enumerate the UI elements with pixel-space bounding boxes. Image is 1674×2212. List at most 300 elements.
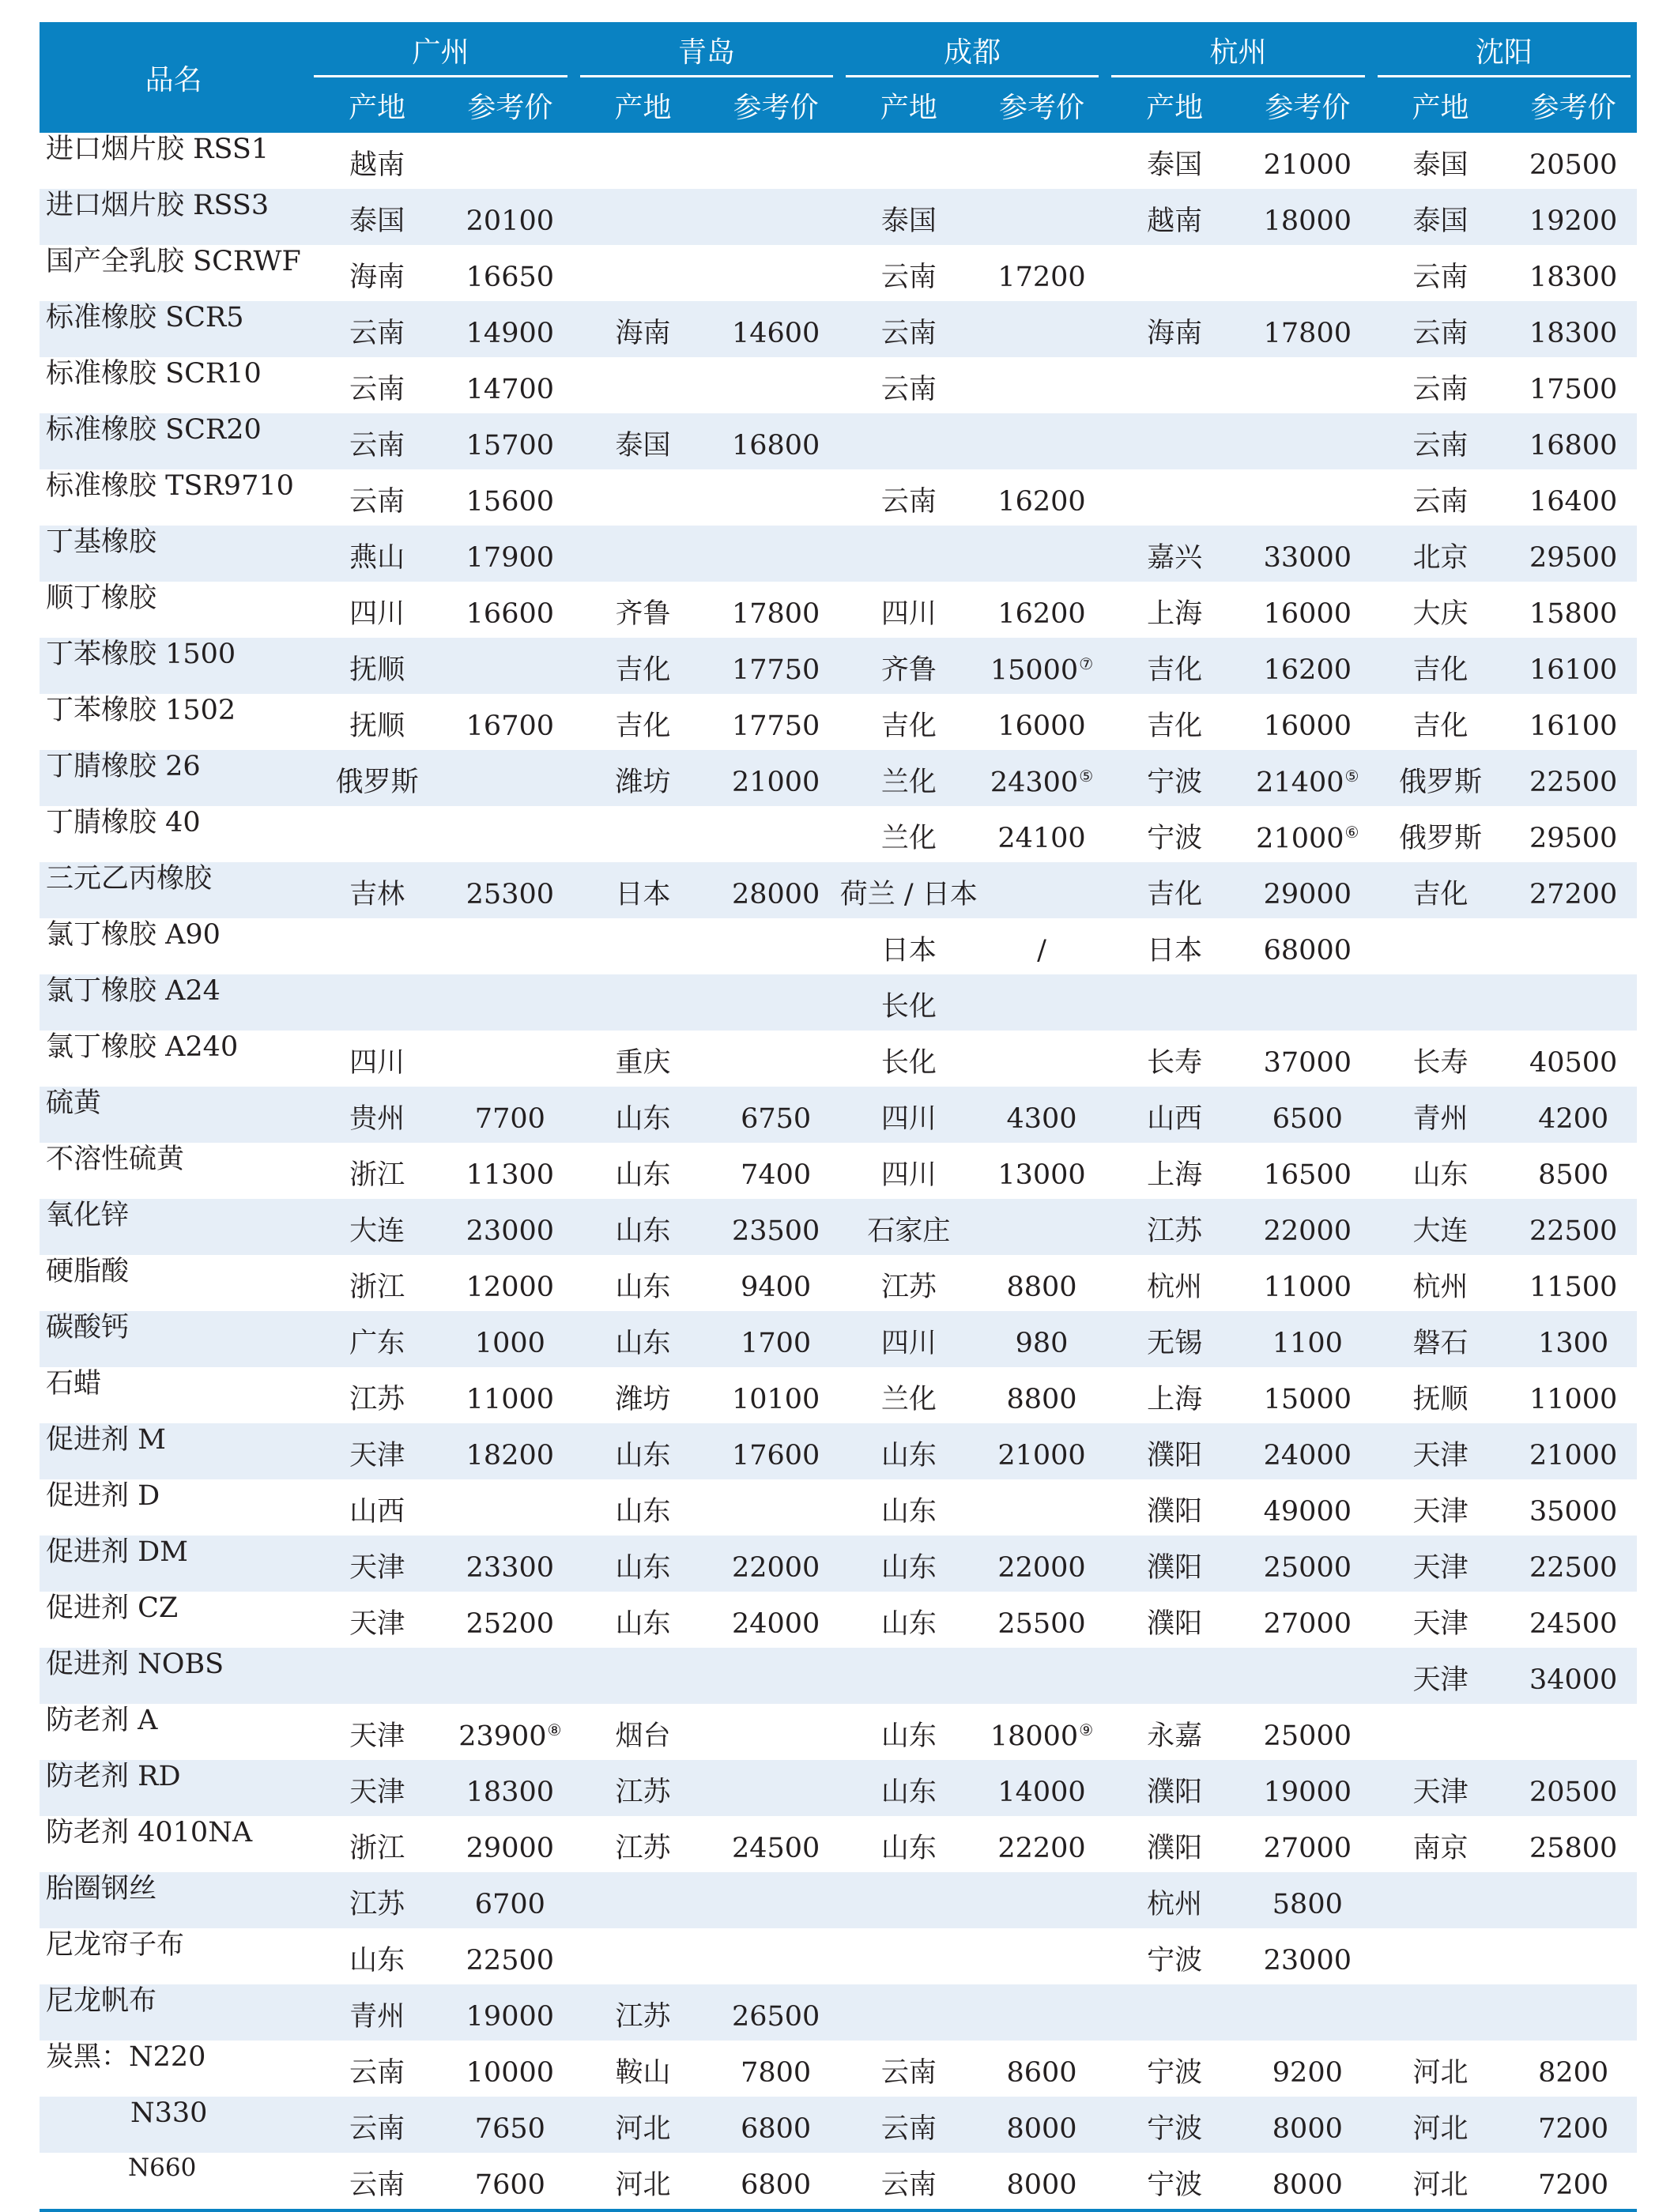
table-row [40,862,1637,918]
product-name: N330 [40,2097,307,2153]
origin-cell: 齐鲁 [615,598,671,630]
origin-cell: 河北 [1412,2057,1469,2089]
price-value: 16800 [731,430,820,462]
origin-cell: 吉化 [1371,638,1510,694]
price-cell [447,750,574,806]
product-name: 丁腈橡胶 40 [46,807,201,838]
price-cell [1510,918,1637,974]
origin-cell: 日本 [574,862,713,918]
origin-cell: 天津 [1371,1760,1510,1816]
origin-cell: 大庆 [1412,598,1469,630]
price-value: 17200 [997,262,1086,293]
price-cell [978,1143,1106,1199]
origin-cell: 山东 [615,1608,671,1640]
price-cell [712,1648,839,1704]
price-cell [712,1479,839,1536]
table-row [40,1592,1637,1648]
origin-cell: 山东 [615,1159,671,1191]
origin-cell: 云南 [349,486,405,518]
table-row [40,245,1637,301]
price-cell [1244,2097,1371,2153]
price-cell [1510,1255,1637,1311]
price-cell [447,974,574,1031]
price-value: 1700 [741,1328,812,1359]
origin-cell: 江苏 [574,1760,713,1816]
origin-cell: 吉化 [1105,862,1244,918]
origin-cell [307,918,447,974]
origin-cell: 天津 [349,1720,405,1752]
price-value: / [1037,935,1046,967]
price-cell [712,1087,839,1143]
price-value: 1100 [1272,1328,1343,1359]
origin-cell [574,357,713,413]
price-value: 29500 [1529,823,1618,854]
origin-cell: 上海 [1147,1159,1203,1191]
price-value: 16600 [466,598,554,630]
price-value: 21000 [1263,149,1352,181]
origin-cell: 云南 [1412,486,1469,518]
table-row [40,1760,1637,1816]
origin-cell: 河北 [1371,2097,1510,2153]
table-row [40,974,1637,1031]
price-cell [712,1816,839,1872]
price-value: 24100 [997,823,1086,854]
price-cell [447,638,574,694]
price-value: 29000 [466,1833,554,1864]
price-cell [712,1367,839,1423]
origin-cell: 兰化 [880,1384,937,1415]
col-header-price: 参考价 [712,77,839,133]
origin-cell: 云南 [349,2169,405,2201]
price-value: 16800 [1529,430,1618,462]
origin-cell: 山东 [574,1536,713,1592]
price-cell [1244,301,1371,357]
price-value: 28000 [731,879,820,910]
product-name: 尼龙帘子布 [46,1929,185,1961]
price-cell [1510,469,1637,526]
price-cell [1244,469,1371,526]
price-value: 25800 [1529,1833,1618,1864]
price-value: 15000 [990,654,1079,687]
price-cell [447,806,574,862]
price-value: 19000 [1263,1777,1352,1808]
origin-cell: 宁波 [1147,2169,1203,2201]
price-cell [447,301,574,357]
price-cell [1244,918,1371,974]
origin-cell [1105,245,1244,301]
price-cell [712,133,839,189]
origin-cell: 天津 [1371,1536,1510,1592]
price-value: 6500 [1272,1103,1343,1135]
price-cell [978,245,1106,301]
price-value: 16700 [466,710,554,742]
origin-cell: 山东 [880,1496,937,1528]
product-name: 丁苯橡胶 1500 [40,638,307,694]
table-row [40,1367,1637,1423]
origin-cell: 四川 [880,1159,937,1191]
price-cell [978,1031,1106,1087]
origin-cell: 濮阳 [1147,1833,1203,1864]
origin-cell: 山东 [615,1496,671,1528]
price-cell [712,301,839,357]
table-row [40,1143,1637,1199]
price-cell [1244,1592,1371,1648]
table-row [40,413,1637,469]
table-row [40,357,1637,413]
product-name: 氯丁橡胶 A24 [40,974,307,1031]
origin-cell [839,1648,978,1704]
price-value: 23000 [1263,1945,1352,1976]
price-cell [1510,1199,1637,1255]
origin-cell: 潍坊 [574,750,713,806]
table-row [40,806,1637,862]
table-row [40,1311,1637,1367]
price-value: 18000 [990,1720,1079,1753]
price-cell [1244,1311,1371,1367]
origin-cell: 浙江 [349,1159,405,1191]
origin-cell: 荷兰 / 日本 [839,862,978,918]
price-cell [1510,1423,1637,1479]
product-name: 防老剂 4010NA [46,1817,253,1848]
origin-cell: 天津 [307,1536,447,1592]
origin-cell [1371,974,1510,1031]
price-cell [447,1536,574,1592]
price-value: 27000 [1263,1833,1352,1864]
price-cell [978,1872,1106,1928]
origin-cell [574,1872,713,1928]
price-cell [1244,694,1371,750]
col-header-city-qingdao: 青岛 [574,22,839,77]
origin-cell [1105,413,1244,469]
price-cell [447,133,574,189]
price-cell [1244,1648,1371,1704]
origin-cell: 宁波 [1147,823,1203,854]
price-value: 18000 [1263,205,1352,237]
origin-cell: 杭州 [1147,1272,1203,1303]
table-row [40,1704,1637,1760]
origin-cell [574,469,713,526]
price-value: 14900 [466,318,554,349]
price-cell [1510,974,1637,1031]
origin-cell: 天津 [1412,1496,1469,1528]
table-row [40,526,1637,582]
table-row [40,582,1637,638]
price-cell [978,1760,1106,1816]
col-header-price: 参考价 [978,77,1106,133]
origin-cell [839,1984,978,2041]
origin-cell [574,245,713,301]
origin-cell: 燕山 [307,526,447,582]
origin-cell: 云南 [1412,262,1469,293]
origin-cell: 宁波 [1105,2097,1244,2153]
price-value: 21400 [1256,767,1344,799]
price-cell [1510,133,1637,189]
price-cell [1244,1872,1371,1928]
price-value: 7200 [1538,2169,1609,2201]
price-value: 27000 [1263,1608,1352,1640]
price-cell [1244,638,1371,694]
origin-cell: 四川 [839,1311,978,1367]
price-value: 9400 [741,1272,812,1303]
price-cell [1244,1255,1371,1311]
origin-cell: 吉化 [1105,638,1244,694]
price-value: 25300 [466,879,554,910]
price-value: 16000 [1263,710,1352,742]
price-value: 8500 [1538,1159,1609,1191]
price-value: 8000 [1272,2169,1343,2201]
product-name: 标准橡胶 SCR10 [46,358,262,390]
product-name: 促进剂 NOBS [40,1648,307,1704]
price-value: 22500 [1529,1552,1618,1584]
origin-cell: 贵州 [307,1087,447,1143]
origin-cell: 四川 [880,598,937,630]
price-cell [1244,1760,1371,1816]
price-value: 15800 [1529,598,1618,630]
table-row [40,1255,1637,1311]
table-row [40,1536,1637,1592]
price-cell [1244,582,1371,638]
price-value: 11500 [1529,1272,1618,1303]
product-name: 炭黑：N220 [46,2041,206,2073]
origin-cell: 浙江 [349,1833,405,1864]
price-value: 16100 [1529,654,1618,686]
price-cell [1244,2153,1371,2209]
origin-cell: 泰国 [307,189,447,245]
price-value: 21000 [1256,823,1344,855]
price-value: 20500 [1529,1777,1618,1808]
price-value: 15600 [466,486,554,518]
origin-cell: 宁波 [1147,1945,1203,1976]
origin-cell: 江苏 [574,1984,713,2041]
col-header-price: 参考价 [447,77,574,133]
table-row [40,918,1637,974]
price-cell [712,862,839,918]
origin-cell: 大连 [1371,1199,1510,1255]
price-value: 22000 [1263,1215,1352,1247]
origin-cell: 濮阳 [1147,1496,1203,1528]
origin-cell: 江苏 [349,1384,405,1415]
price-cell [1244,1984,1371,2041]
origin-cell: 天津 [307,1760,447,1816]
price-value: 24500 [731,1833,820,1864]
price-cell [978,2097,1106,2153]
origin-cell: 四川 [839,1087,978,1143]
origin-cell: 云南 [839,301,978,357]
price-cell [447,1816,574,1872]
origin-cell: 云南 [1371,413,1510,469]
origin-cell: 云南 [307,301,447,357]
origin-cell: 日本 [880,935,937,967]
price-cell [978,1199,1106,1255]
product-name: N660 [128,2154,197,2182]
origin-cell: 兰化 [839,750,978,806]
price-cell [447,2153,574,2209]
origin-cell [307,806,447,862]
price-value: 14600 [731,318,820,349]
price-value: 16400 [1529,486,1618,518]
price-cell [1244,862,1371,918]
price-cell [712,750,839,806]
price-value: 7700 [474,1103,545,1135]
origin-cell: 宁波 [1147,2057,1203,2089]
price-cell [712,1592,839,1648]
origin-cell: 潍坊 [615,1384,671,1415]
price-cell [1244,1031,1371,1087]
product-name: 不溶性硫黄 [46,1144,185,1175]
price-value: 33000 [1263,542,1352,574]
price-value: 1300 [1538,1328,1609,1359]
table-row [40,1816,1637,1872]
price-value: 17600 [731,1440,820,1472]
price-cell [447,1704,574,1760]
price-value: 11000 [1529,1384,1618,1415]
price-value: 7600 [474,2169,545,2201]
origin-cell: 山东 [615,1272,671,1303]
price-cell [447,413,574,469]
origin-cell: 泰国 [574,413,713,469]
origin-cell: 吉化 [1371,862,1510,918]
price-value: 11300 [466,1159,554,1191]
table-row [40,1872,1637,1928]
price-value: 19200 [1529,205,1618,237]
price-value: 21000 [997,1440,1086,1472]
price-cell [1510,806,1637,862]
table-row [40,1648,1637,1704]
col-header-origin: 产地 [839,77,978,133]
price-cell [1510,1311,1637,1367]
origin-cell: 吉化 [1147,710,1203,742]
origin-cell: 山东 [574,1087,713,1143]
price-cell [712,1031,839,1087]
origin-cell: 浙江 [349,1272,405,1303]
price-cell [447,582,574,638]
price-cell [447,1592,574,1648]
price-value: 22200 [997,1833,1086,1864]
price-cell [712,2097,839,2153]
origin-cell: 濮阳 [1105,1423,1244,1479]
price-cell [1510,862,1637,918]
price-value: 11000 [1263,1272,1352,1303]
origin-cell: 山东 [839,1423,978,1479]
price-value: 22500 [1529,1215,1618,1247]
col-header-name: 品名 [40,22,307,133]
origin-cell: 山东 [880,1720,937,1752]
origin-cell: 长化 [880,1047,937,1079]
product-name: 促进剂 D [46,1480,160,1512]
origin-cell: 山东 [574,1423,713,1479]
price-cell [447,918,574,974]
origin-cell: 云南 [1371,301,1510,357]
col-header-price: 参考价 [1510,77,1637,133]
price-cell [1510,1872,1637,1928]
price-cell [447,1760,574,1816]
price-cell [712,1984,839,2041]
origin-cell: 长寿 [1412,1047,1469,1079]
price-cell [1510,245,1637,301]
price-cell [447,1928,574,1984]
product-name: 硬脂酸 [46,1256,130,1287]
origin-cell: 抚顺 [349,710,405,742]
origin-cell: 山东 [839,1760,978,1816]
origin-cell: 山西 [349,1496,405,1528]
origin-cell: 山西 [1105,1087,1244,1143]
origin-cell: 四川 [349,598,405,630]
origin-cell: 泰国 [1371,189,1510,245]
price-cell [1510,1592,1637,1648]
price-value: 24000 [1263,1440,1352,1472]
price-cell [1510,357,1637,413]
origin-cell [574,189,713,245]
price-cell [978,469,1106,526]
price-cell [1510,582,1637,638]
price-cell [1510,1648,1637,1704]
price-cell [712,1423,839,1479]
product-name: 石蜡 [46,1368,102,1400]
price-cell [978,1367,1106,1423]
origin-cell [1371,1984,1510,2041]
header-row-cities [40,22,1637,77]
origin-cell: 山东 [839,1536,978,1592]
origin-cell: 河北 [1412,2169,1469,2201]
origin-cell: 抚顺 [1412,1384,1469,1415]
origin-cell [574,133,713,189]
origin-cell: 天津 [1371,1648,1510,1704]
origin-cell [574,974,713,1031]
price-cell [712,2153,839,2209]
origin-cell [307,1648,447,1704]
col-header-origin: 产地 [1371,77,1510,133]
price-value: 1000 [474,1328,545,1359]
price-value: 16200 [997,486,1086,518]
price-cell [1510,1928,1637,1984]
price-cell [978,1255,1106,1311]
price-value: 6800 [741,2169,812,2201]
footnote-marker: ⑥ [1344,823,1359,842]
origin-cell: 天津 [1412,1608,1469,1640]
price-value: 16000 [1263,598,1352,630]
price-cell [1244,133,1371,189]
table-row [40,301,1637,357]
price-cell [447,2097,574,2153]
table-row [40,133,1637,189]
price-value: 12000 [466,1272,554,1303]
product-name: 氯丁橡胶 A240 [46,1031,239,1063]
price-cell [447,357,574,413]
footnote-marker: ⑤ [1344,767,1359,786]
price-cell [978,189,1106,245]
table-row [40,1199,1637,1255]
price-cell [447,1143,574,1199]
origin-cell: 濮阳 [1105,1536,1244,1592]
table-row [40,469,1637,526]
price-value: 14000 [997,1777,1086,1808]
price-cell [712,582,839,638]
price-cell [978,974,1106,1031]
col-header-origin: 产地 [1105,77,1244,133]
price-value: 16200 [997,598,1086,630]
price-cell [1244,1143,1371,1199]
price-cell [1510,301,1637,357]
product-name: 标准橡胶 TSR9710 [46,470,294,502]
origin-cell: 永嘉 [1147,1720,1203,1752]
origin-cell: 云南 [1412,374,1469,405]
origin-cell: 吉化 [1412,710,1469,742]
table-row [40,2097,1637,2153]
origin-cell: 江苏 [1105,1199,1244,1255]
table-row [40,1031,1637,1087]
origin-cell [574,1928,713,1984]
origin-cell: 海南 [574,301,713,357]
